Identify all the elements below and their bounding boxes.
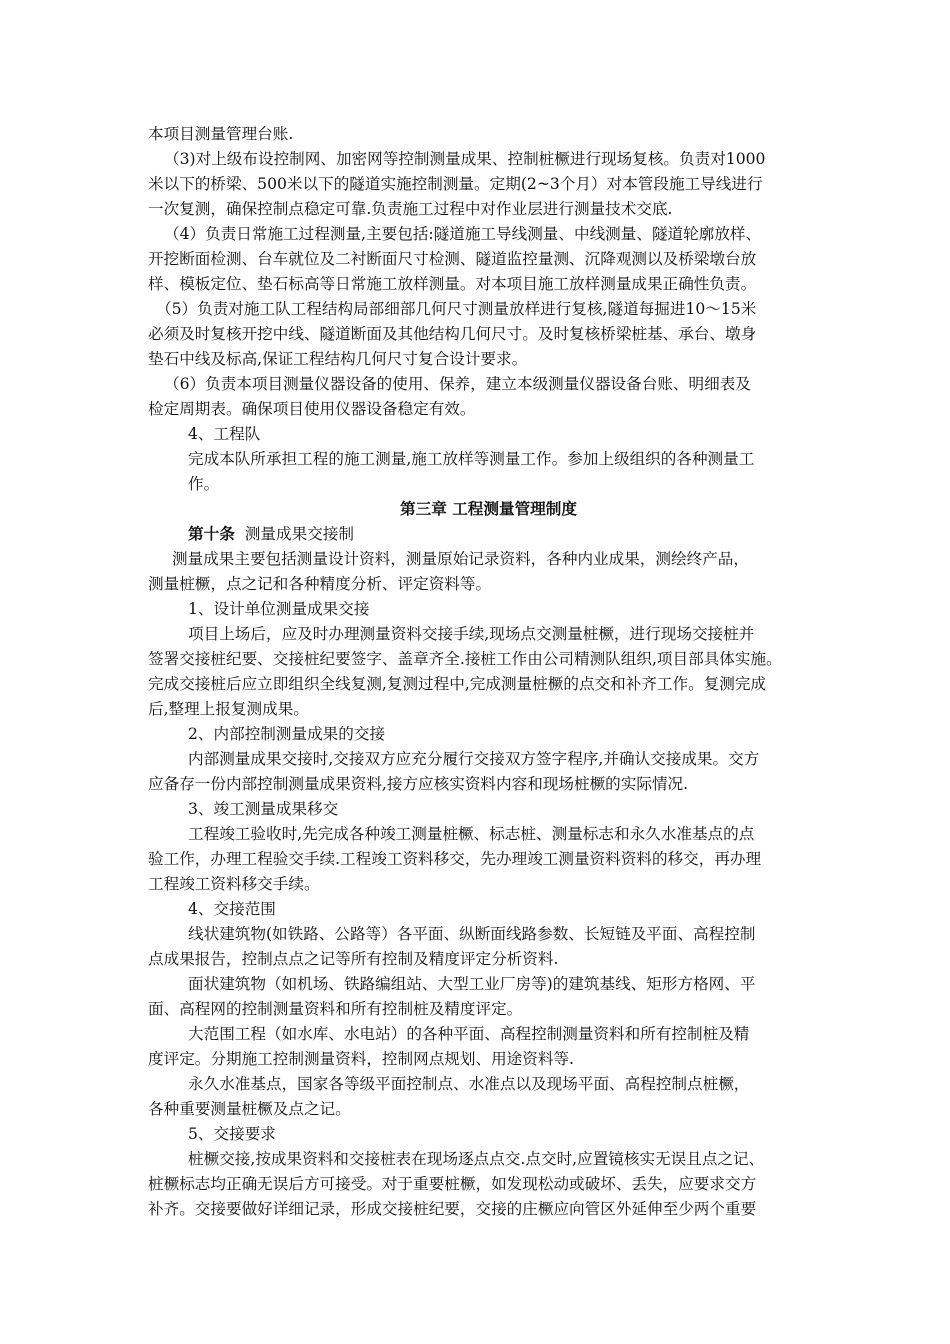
section-heading: 1、设计单位测量成果交接 <box>188 600 370 618</box>
text-line: 线状建筑物(如铁路、公路等）各平面、纵断面线路参数、长短链及平面、高程控制 <box>188 925 756 943</box>
text-line: 开挖断面检测、台车就位及二衬断面尺寸检测、隧道监控量测、沉降观测以及桥梁墩台放 <box>148 250 757 268</box>
text-line: （3)对上级布设控制网、加密网等控制测量成果、控制桩橛进行现场复核。负责对1000 <box>164 150 766 168</box>
text-line: 桩橛交接,按成果资料和交接桩表在现场逐点点交.点交时,应置镜核实无误且点之记、 <box>188 1150 765 1168</box>
text-line: 完成交接桩后应立即组织全线复测,复测过程中,完成测量桩橛的点交和补齐工作。复测完成 <box>148 675 767 693</box>
text-line: 检定周期表。确保项目使用仪器设备稳定有效。 <box>148 400 476 418</box>
text-line: 必须及时复核开挖中线、隧道断面及其他结构几何尺寸。及时复核桥梁桩基、承台、墩身 <box>148 325 757 343</box>
text-line: 测量桩橛，点之记和各种精度分析、评定资料等。 <box>148 575 492 593</box>
text-line: 点成果报告，控制点点之记等所有控制及精度评定分析资料. <box>148 950 559 968</box>
text-line: 一次复测，确保控制点稳定可靠.负责施工过程中对作业层进行测量技术交底. <box>148 200 673 218</box>
text-line: （4）负责日常施工过程测量,主要包括:隧道施工导线测量、中线测量、隧道轮廓放样、 <box>164 225 762 243</box>
text-line: 样、模板定位、垫石标高等日常施工放样测量。对本项目施工放样测量成果正确性负责。 <box>148 275 757 293</box>
text-line: 工程竣工验收时,先完成各种竣工测量桩橛、标志桩、测量标志和永久水准基点的点 <box>188 825 755 843</box>
text-line: 验工作，办理工程验交手续.工程竣工资料移交，先办理竣工测量资料资料的移交，再办理 <box>148 850 762 868</box>
text-line: 作。 <box>188 475 220 493</box>
text-line: （5）负责对施工队工程结构局部细部几何尺寸测量放样进行复核,隧道每掘进10～15米 <box>156 300 757 318</box>
text-line: 签署交接桩纪要、交接桩纪要签字、盖章齐全.接桩工作由公司精测队组织,项目部具体实施。 <box>148 650 782 668</box>
section-heading: 3、竣工测量成果移交 <box>188 800 339 818</box>
text-line: 本项目测量管理台账. <box>148 125 294 143</box>
text-line: 米以下的桥梁、500米以下的隧道实施控制测量。定期(2~3个月）对本管段施工导线进行 <box>148 175 763 193</box>
text-line: 垫石中线及标高,保证工程结构几何尺寸复合设计要求。 <box>148 350 528 368</box>
text-line: 测量成果主要包括测量设计资料，测量原始记录资料，各种内业成果，测绘终产品， <box>172 550 749 568</box>
text-line: 完成本队所承担工程的施工测量,施工放样等测量工作。参加上级组织的各种测量工 <box>188 450 755 468</box>
text-line: 大范围工程（如水库、水电站）的各种平面、高程控制测量资料和所有控制桩及精 <box>188 1025 750 1043</box>
article-label: 第十条 <box>188 524 235 543</box>
text-line: 后,整理上报复测成果。 <box>148 700 309 718</box>
text-line: 各种重要测量桩橛及点之记。 <box>148 1100 351 1118</box>
text-line: 桩橛标志均正确无误后方可接受。对于重要桩橛，如发现松动或破坏、丢失，应要求交方 <box>148 1175 757 1193</box>
text-line: 永久水准基点，国家各等级平面控制点、水准点以及现场平面、高程控制点桩橛， <box>188 1075 750 1093</box>
text-line: 项目上场后，应及时办理测量资料交接手续,现场点交测量桩橛，进行现场交接桩并 <box>188 625 755 643</box>
text-line: 应备存一份内部控制测量成果资料,接方应核实资料内容和现场桩橛的实际情况. <box>148 775 689 793</box>
chapter-title: 第三章 工程测量管理制度 <box>400 499 577 518</box>
text-line: 面、高程网的控制测量资料和所有控制桩及精度评定。 <box>148 1000 523 1018</box>
text-line: 工程竣工资料移交手续。 <box>148 875 320 893</box>
section-heading: 5、交接要求 <box>188 1125 276 1143</box>
section-heading: 4、工程队 <box>188 425 261 443</box>
article-heading <box>188 524 354 544</box>
section-heading: 2、内部控制测量成果的交接 <box>188 725 386 743</box>
text-line: 内部测量成果交接时,交接双方应充分履行交接双方签字程序,并确认交接成果。交方 <box>188 750 760 768</box>
section-heading: 4、交接范围 <box>188 900 276 918</box>
article-title: 测量成果交接制 <box>244 525 354 543</box>
text-line: 度评定。分期施工控制测量资料，控制网点规划、用途资料等. <box>148 1050 574 1068</box>
text-line: （6）负责本项目测量仪器设备的使用、保养，建立本级测量仪器设备台账、明细表及 <box>164 375 751 393</box>
text-line: 补齐。交接要做好详细记录，形成交接桩纪要，交接的庄橛应向管区外延伸至少两个重要 <box>148 1200 757 1218</box>
text-line: 面状建筑物（如机场、铁路编组站、大型工业厂房等)的建筑基线、矩形方格网、平 <box>188 975 756 993</box>
